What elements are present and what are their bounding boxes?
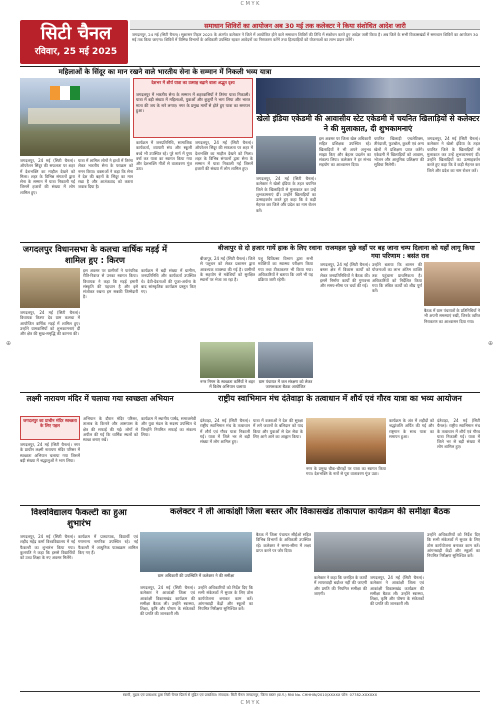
masthead-title: सिटी चैनल: [40, 23, 112, 44]
army-story-headline: महिलाओं के सिंदूर का मान रखने वाले भारतीय सेना के सम्मान में निकली भव्य यात्रा: [58, 68, 272, 76]
rashtriya-story-body-col2: यात्रा में वक्ताओं ने देश की सुरक्षा में लगे जवानों के बलिदान को याद किया और युवाओं से देश सेवा के लिए आगे आने का आह्वान किया।: [253, 418, 303, 439]
divider: [20, 505, 480, 506]
print-color-mark-bottom: C M Y K: [240, 700, 260, 706]
rajmahal-story-body-col3: बैठक में ग्राम पंचायतों के प्रतिनिधियों ने भी अपनी समस्याएं रखीं, जिनके त्वरित निराकरण का आश्वासन दिया गया।: [424, 308, 480, 324]
print-color-mark-top: C M Y K: [240, 1, 260, 7]
bijapur-photo-2-caption: ग्राम पंचायत में जल संरक्षण को लेकर जागरूकता बैठक आयोजित: [258, 379, 313, 389]
rajmahal-story-body-col2: उन्होंने बताया कि शासन की योजनाओं का लाभ अंतिम व्यक्ति तक पहुंचाना प्राथमिकता है। अधिकारियों को निर्देशित किया गया कि लंबित कार्यों को शीघ्र पूर्ण करें।: [372, 262, 422, 294]
lakshmi-story-body-col3: कार्यक्रम में स्थानीय पार्षद, समाजसेवी और युवा मंडल के सदस्य उपस्थित थे जिन्होंने नियमित सफाई का संकल्प लिया।: [141, 416, 196, 437]
rajmahal-story-photo: [424, 262, 480, 306]
collector-story-body-col5: जगदलपुर, 24 मई (सिटी चैनल)। कलेक्टर ने आकांक्षी जिला एवं आकांक्षी विकासखंड कार्यक्रम की समीक्षा बैठक ली। उन्होंने स्वास्थ्य, शिक्षा, कृषि और पोषण के संकेतकों की प्रगति की जानकारी ली।: [370, 575, 424, 607]
univ-story-body-col2: कार्यक्रम में प्राध्यापक, विद्यार्थी एवं गणमान्य नागरिक उपस्थित रहे। नई फैकल्टी में आधुनिक पाठ्यक्रम शामिल किए गए हैं।: [78, 534, 138, 555]
rashtriya-story-body-col5: दंतेवाड़ा, 24 मई (सिटी चैनल)। राष्ट्रीय स्वाभिमान मंच के तत्वाधान में शौर्य एवं गौरव यात्रा निकाली गई। यात्रा में जिले भर से बड़ी संख्या में लोग शामिल हुए।: [437, 418, 480, 450]
khelo-story-body-col1: जगदलपुर, 24 मई (सिटी चैनल)। कलेक्टर ने खेलो इंडिया के तहत चयनित जिले के खिलाड़ियों से मुलाकात कर उन्हें शुभकामनाएं दीं। उन्होंने खिलाड़ियों का उत्साहवर्धन करते हुए कहा कि वे कड़ी मेहनत कर जिले और प्रदेश का नाम रोशन करें।: [256, 176, 316, 213]
masthead-date: रविवार, 25 मई 2025: [34, 47, 118, 57]
lakshmi-box-text: जगदलपुर का प्राचीन मंदिर स्वच्छता के लिए पहल: [23, 418, 77, 428]
bijapur-story-body-col2: पशु चिकित्सा विभाग द्वारा सभी मवेशियों का स्वास्थ्य परीक्षण किया गया तथा टीकाकरण भी किया गया। अधिकारियों ने बताया कि आगे भी यह प्रक्रिया जारी रहेगी।: [258, 256, 313, 283]
jagdalpur-story-body-col3: कार्यक्रम में बड़ी संख्या में ग्रामीण, जनप्रतिनिधि और कार्यकर्ता उपस्थित थे। देवी-देवताओं की पूजा-अर्चना के बाद सांस्कृतिक कार्यक्रम प्रस्तुत किए गए।: [141, 268, 196, 295]
rajmahal-story-body-col1: जगदलपुर, 24 मई (सिटी चैनल)। बस्तर क्षेत्र में विकास कार्यों को लेकर जनप्रतिनिधियों ने बैठक की। इसमें निर्माण कार्यों की गुणवत्ता और समय-सीमा पर चर्चा की गई।: [320, 262, 370, 289]
khelo-india-photo: [256, 78, 480, 114]
army-story-body-col4: जगदलपुर, 24 मई (सिटी चैनल)। ऑपरेशन सिंदूर की सफलता पर शहर में देशभक्ति का माहौल देखने को मिला। शहर के विभिन्न संगठनों द्वारा सेना के सम्मान में यात्रा निकाली गई जिसमें हजारों की संख्या में लोग शामिल हुए।: [195, 140, 253, 172]
collector-story-body-col4: कलेक्टर ने कहा कि जनहित के कार्यों में लापरवाही बर्दाश्त नहीं की जाएगी और प्रगति की नियमित समीक्षा की जाएगी।: [314, 575, 367, 596]
khelo-story-headline: खेलो इंडिया एकेडमी की आवासीय स्टेट एकेडमी में चयनित खिलाड़ियों से कलेक्टर ने की मुलाकात, दी शुभकामनाएं: [256, 114, 480, 133]
army-story-body-col1: जगदलपुर, 24 मई (सिटी चैनल)। ऑपरेशन सिंदूर की सफलता पर शहर में देशभक्ति का माहौल देखने को मिला। शहर के विभिन्न संगठनों द्वारा सेना के सम्मान में यात्रा निकाली गई जिसमें हजारों की संख्या में लोग शामिल हुए।: [20, 158, 75, 195]
collector-story-photo: [140, 532, 252, 572]
jagdalpur-story-body-col2: इस अवसर पर ग्रामीणों ने पारंपरिक रीति-रिवाज से उनका स्वागत किया। विधायक ने कहा कि मड़ई हमारी संस्कृति की पहचान है और इसे संजोकर रखना हम सबकी जिम्मेदारी है।: [83, 268, 138, 300]
univ-story-body-col1: जगदलपुर, 24 मई (सिटी चैनल)। शहीद महेंद्र कर्मा विश्वविद्यालय में नई फैकल्टी का शुभारंभ किया गया। कुलपति ने कहा कि इससे विद्यार्थियों को उच्च शिक्षा के नए अवसर मिलेंगे।: [20, 534, 75, 561]
collector-story-body-col2: उन्होंने अधिकारियों को निर्देश दिए कि सभी संकेतकों में सुधार के लिए ठोस कार्ययोजना बनाकर काम करें। आंगनबाड़ी केंद्रों और स्कूलों का नियमित निरीक्षण सुनिश्चित करें।: [198, 585, 253, 612]
khelo-story-photo: [256, 136, 316, 174]
registration-mark-icon: ⊕: [6, 340, 12, 347]
collector-story-body-col1: जगदलपुर, 24 मई (सिटी चैनल)। कलेक्टर ने आकांक्षी जिला एवं आकांक्षी विकासखंड कार्यक्रम की समीक्षा बैठक ली। उन्होंने स्वास्थ्य, शिक्षा, कृषि और पोषण के संकेतकों की प्रगति की जानकारी ली।: [140, 585, 195, 617]
jagdalpur-story-photo: [20, 268, 80, 308]
collector-meeting-photo: [314, 532, 424, 572]
army-photo-banner: देशभर में शौर्य यात्रा का उत्साह बढ़ाने वाला अद्भुत दृश्य: [151, 80, 235, 85]
rashtriya-story-headline: राष्ट्रीय स्वाभिमान मंच दंतेवाड़ा के तत्वाधान में शौर्य एवं गौरव यात्रा का भव्य आयोजन: [218, 394, 462, 403]
jagdalpur-story-headline: जगदलपुर विधानसभा के कलचा वार्षिक मड़ई में शामिल हुए : किरण: [22, 244, 168, 265]
rashtriya-story-photo: [306, 418, 386, 464]
lakshmi-story-body-col1: जगदलपुर, 24 मई (सिटी चैनल)। नगर के प्राचीन लक्ष्मी नारायण मंदिर परिसर में स्वच्छता अभियान चलाया गया जिसमें बड़ी संख्या में श्रद्धालुओं ने भाग लिया।: [20, 442, 80, 463]
lakshmi-story-body-col2: अभियान के दौरान मंदिर परिसर, तालाब के किनारे और आसपास के क्षेत्र की सफाई की गई। लोगों से अपील की गई कि धार्मिक स्थलों को स्वच्छ बनाए रखें।: [83, 416, 138, 443]
army-story-body-col3: कार्यक्रम में जनप्रतिनिधि, सामाजिक कार्यकर्ता, व्यापारी संघ और स्कूली बच्चे भी उपस्थित रहे। पूरे मार्ग में पुष्प वर्षा कर यात्रा का स्वागत किया गया और देशभक्ति गीतों से वातावरण गूंज उठा।: [136, 140, 192, 172]
army-story-photo: [20, 78, 130, 156]
collector-story-body-col3: बैठक में जिला पंचायत सीईओ सहित विभिन्न विभागों के अधिकारी उपस्थित रहे। कलेक्टर ने समय-सीमा में लक्ष्य प्राप्त करने पर जोर दिया।: [256, 532, 311, 553]
khelo-story-body-col2: इस अवसर पर जिला खेल अधिकारी सहित प्रशिक्षक उपस्थित रहे। खिलाड़ियों ने भी अपने अनुभव साझा किए और बेहतर प्रदर्शन का संकल्प लिया। कलेक्टर ने हर संभव सहयोग का आश्वासन दिया।: [319, 136, 371, 168]
rajmahal-story-headline: राजमहल पूछे वहाँ पर बह जाना चम्प दिलाना को यहाँ लागू किया गया परिणाम : बसंत राव: [325, 244, 475, 260]
khelo-story-body-col3: चयनित खिलाड़ी एथलेटिक्स, तीरंदाजी, फुटबॉल, कुश्ती एवं अन्य खेलों में प्रशिक्षण प्राप्त करेंगे। एकेडमी में खिलाड़ियों को आवास, भोजन और आधुनिक प्रशिक्षण की सुविधा मिलेगी।: [374, 136, 424, 168]
top-story-headline: समाधान शिविरों का आयोजन अब 30 मई तक कलेक्टर ने किया संशोधित आदेश जारी: [204, 22, 406, 30]
bijapur-photo-1: [200, 342, 255, 378]
rashtriya-story-body-col1: दंतेवाड़ा, 24 मई (सिटी चैनल)। राष्ट्रीय स्वाभिमान मंच के तत्वाधान में शौर्य एवं गौरव यात्रा निकाली गई। यात्रा में जिले भर से बड़ी संख्या में लोग शामिल हुए।: [200, 418, 250, 445]
divider: [20, 392, 480, 393]
bijapur-photo-2: [258, 342, 313, 378]
jagdalpur-story-body-col1: जगदलपुर, 24 मई (सिटी चैनल)। विधायक किरण देव ग्राम कलचा में आयोजित वार्षिक मड़ई में शामिल हुए। उन्होंने ग्रामवासियों को शुभकामनाएं दीं और क्षेत्र की सुख-समृद्धि की कामना की।: [20, 310, 80, 337]
lakshmi-story-headline: लक्ष्मी नारायण मंदिर में चलाया गया स्वच्छता अभियान: [26, 394, 174, 403]
imprint-footer: स्वामी, मुद्रक एवं प्रकाशक द्वारा सिटी चैनल प्रिंटर्स से मुद्रित एवं प्रकाशित। संपादक: सिटी चैनल जगदलपुर, जिला बस्तर (छ.ग.) RNI No. CHHHIN/2010/XXXXX फोन: 07782-XXXXXX: [20, 691, 480, 703]
rashtriya-story-body-col3: नगर के प्रमुख चौक-चौराहों पर यात्रा का स्वागत किया गया। देशभक्ति के नारों से पूरा वातावरण गूंज उठा।: [306, 466, 386, 477]
collector-story-headline: कलेक्टर ने ली आकांक्षी जिला बस्तर और विकासखंड तोकापाल कार्यक्रम की समीक्षा बैठक: [170, 507, 450, 517]
top-story-body: जगदलपुर, 24 मई (सिटी चैनल)। सुशासन तिहार 2025 के अंतर्गत कलेक्टर ने जिले में आयोजित होने वाले समाधान शिविरों की तिथि में संशोधन करते हुए आदेश जारी किया है। अब जिले के सभी विकासखंडों में समाधान शिविरों का आयोजन 30 मई तक किया जाएगा। शिविरों में विभिन्न विभागों के अधिकारी उपस्थित रहकर आवेदनों का निराकरण करेंगे तथा हितग्राहियों को योजनाओं का लाभ प्रदान करेंगे।: [132, 32, 478, 42]
collector-story-body-col6: उन्होंने अधिकारियों को निर्देश दिए कि सभी संकेतकों में सुधार के लिए ठोस कार्ययोजना बनाकर काम करें। आंगनबाड़ी केंद्रों और स्कूलों का नियमित निरीक्षण सुनिश्चित करें।: [427, 532, 480, 559]
divider: [20, 242, 480, 243]
bijapur-story-body-col1: बीजापुर, 24 मई (सिटी चैनल)। जिले से पशुधन को लेकर प्रशासन द्वारा आवश्यक व्यवस्था की गई है। ग्रामीणों के सहयोग से मवेशियों को सुरक्षित स्थानों पर भेजा जा रहा है।: [200, 256, 255, 283]
army-story-body-col2: यात्रा में शामिल लोगों ने हाथों में तिरंगा लेकर भारतीय सेना के पराक्रम को नमन किया। वक्ताओं ने कहा कि सेना ने देश की बहनों के सिंदूर का मान रखा है और आतंकवाद को करारा जवाब दिया है।: [78, 158, 133, 190]
khelo-story-body-col4: जगदलपुर, 24 मई (सिटी चैनल)। कलेक्टर ने खेलो इंडिया के तहत चयनित जिले के खिलाड़ियों से मुलाकात कर उन्हें शुभकामनाएं दीं। उन्होंने खिलाड़ियों का उत्साहवर्धन करते हुए कहा कि वे कड़ी मेहनत कर जिले और प्रदेश का नाम रोशन करें।: [427, 136, 480, 173]
univ-story-headline: विश्वविद्यालय फैकल्टी का हुआ शुभारंभ: [31, 508, 127, 529]
rashtriya-story-body-col4: कार्यक्रम के अंत में शहीदों को श्रद्धांजलि अर्पित की गई और राष्ट्रगान के साथ यात्रा का समापन हुआ।: [389, 418, 434, 439]
army-box-text: जगदलपुर में भारतीय सेना के सम्मान में शहरवासियों ने तिरंगा यात्रा निकाली। यात्रा में बड़ी संख्या में महिलाओं, युवाओं और बुजुर्गों ने भाग लिया और भारत माता की जय के नारे लगाए। नगर के प्रमुख मार्गों से होते हुए यात्रा का समापन हुआ।: [136, 92, 250, 113]
bijapur-story-headline: बीजापुर से दो हजार गायें हाक के लिए रवाना: [218, 244, 322, 252]
collector-photo-caption: ग्राम अधिकारी की उपस्थिति में कलेक्टर ने की समीक्षा: [157, 573, 235, 578]
registration-mark-icon: ⊕: [488, 340, 494, 347]
bijapur-photo-1-caption: नगर निगम के स्वच्छता कर्मियों ने शहर में विशेष अभियान चलाया: [200, 379, 255, 389]
